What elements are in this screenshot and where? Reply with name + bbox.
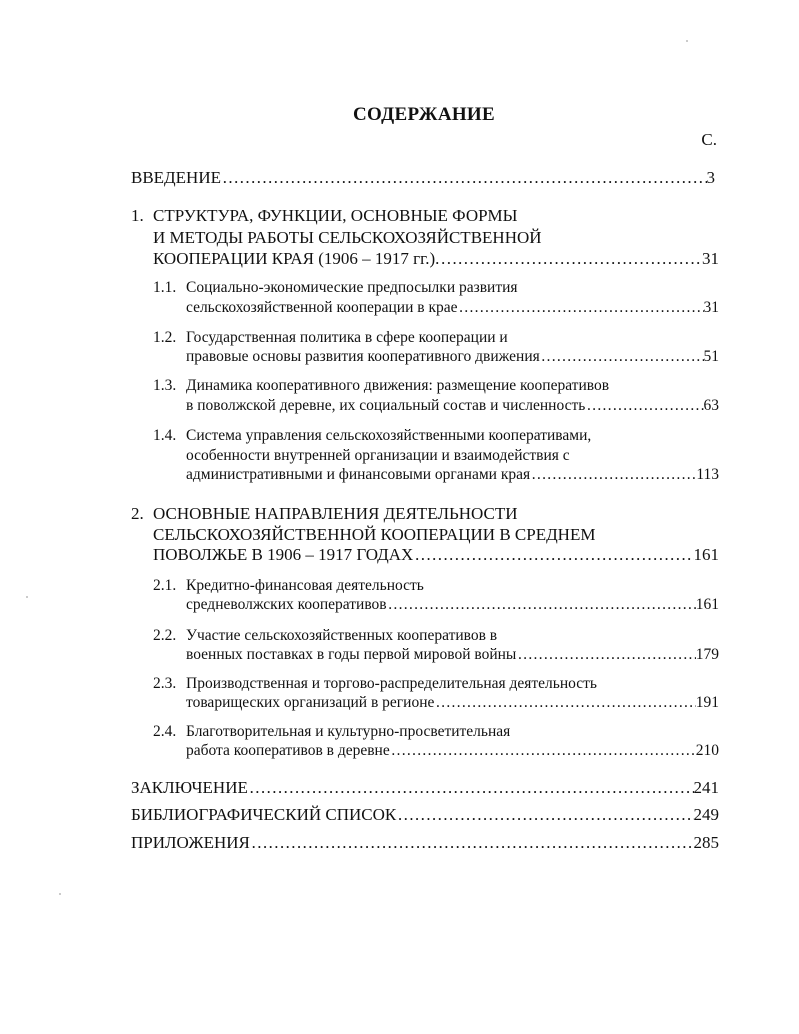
toc-page-number: 249 [693, 805, 719, 824]
toc-page-number: 191 [695, 694, 719, 711]
toc-page-number: 3 [706, 168, 715, 187]
toc-entry-number: 1.4. [153, 427, 177, 444]
toc-entry-label: сельскохозяйственной кооперации в крае [186, 299, 458, 316]
toc-entry-label: ВВЕДЕНИЕ [131, 168, 221, 187]
dot-leader [530, 466, 696, 484]
toc-entry-label: работа кооперативов в деревне [186, 742, 390, 759]
toc-page-number: 210 [695, 742, 719, 759]
toc-entry-label: ПОВОЛЖЬЕ В 1906 – 1917 ГОДАХ [153, 545, 414, 564]
toc-entry-line: И МЕТОДЫ РАБОТЫ СЕЛЬСКОХОЗЯЙСТВЕННОЙ [153, 228, 542, 247]
toc-entry-line: СЕЛЬСКОХОЗЯЙСТВЕННОЙ КООПЕРАЦИИ В СРЕДНЕМ [153, 525, 596, 544]
dot-leader [387, 596, 696, 614]
dot-leader [540, 348, 704, 366]
scan-speck [686, 40, 688, 42]
toc-entry-number: 2.3. [153, 675, 177, 692]
toc-page-number: 241 [693, 778, 719, 797]
dot-leader [221, 168, 707, 188]
scan-speck [59, 893, 61, 895]
toc-entry-label: КООПЕРАЦИИ КРАЯ (1906 – 1917 гг.). [153, 249, 440, 268]
toc-entry-line: Благотворительная и культурно-просветительная [186, 723, 511, 740]
toc-entry-label: военных поставках в годы первой мировой войны [186, 646, 517, 663]
toc-entry-line: Кредитно-финансовая деятельность [186, 577, 424, 594]
toc-entry-line: Государственная политика в сфере кооперации и [186, 329, 508, 346]
toc-entry-label: ЗАКЛЮЧЕНИЕ [131, 778, 248, 797]
toc-entry-label: административными и финансовыми органами края [186, 466, 531, 483]
toc-page-number: 285 [693, 833, 719, 852]
dot-leader [248, 778, 694, 798]
toc-page-number: 63 [703, 397, 719, 414]
toc-entry-number: 1. [131, 206, 144, 225]
toc-entry-label: средневолжских кооперативов [186, 596, 387, 613]
toc-entry-label: БИБЛИОГРАФИЧЕСКИЙ СПИСОК [131, 805, 397, 824]
toc-entry-label: правовые основы развития кооперативного движения [186, 348, 540, 365]
dot-leader [458, 299, 704, 317]
toc-entry-number: 1.2. [153, 329, 177, 346]
dot-leader [439, 249, 702, 269]
toc-entry-number: 1.3. [153, 377, 177, 394]
toc-page-number: 51 [703, 348, 719, 365]
toc-page-number: 161 [693, 545, 719, 564]
toc-entry-line: особенности внутренней организации и взаимодействия с [186, 447, 570, 464]
page-title: СОДЕРЖАНИЕ [353, 104, 495, 125]
toc-page-number: 161 [695, 596, 719, 613]
dot-leader [396, 805, 693, 825]
toc-entry-line: Система управления сельскохозяйственными кооперативами, [186, 427, 592, 444]
toc-entry-line: Производственная и торгово-распределительная деятельность [186, 675, 597, 692]
dot-leader [585, 397, 703, 415]
toc-page-number: 31 [702, 249, 719, 268]
toc-entry-number: 2. [131, 504, 144, 523]
toc-page-number: 31 [703, 299, 719, 316]
toc-entry-label: товарищеских организаций в регионе [186, 694, 435, 711]
toc-entry-label: в поволжской деревне, их социальный состав и численность [186, 397, 586, 414]
toc-entry-line: ОСНОВНЫЕ НАПРАВЛЕНИЯ ДЕЯТЕЛЬНОСТИ [153, 504, 518, 523]
scan-speck [26, 596, 28, 598]
toc-entry-number: 2.4. [153, 723, 177, 740]
toc-entry-number: 2.1. [153, 577, 177, 594]
toc-page-number: 113 [696, 466, 719, 483]
toc-entry-line: Участие сельскохозяйственных кооперативов в [186, 627, 498, 644]
dot-leader [516, 646, 695, 664]
toc-entry-line: СТРУКТУРА, ФУНКЦИИ, ОСНОВНЫЕ ФОРМЫ [153, 206, 518, 225]
dot-leader [250, 833, 694, 853]
toc-page-number: 179 [695, 646, 719, 663]
toc-entry-number: 2.2. [153, 627, 177, 644]
toc-entry-line: Динамика кооперативного движения: размещение кооперативов [186, 377, 610, 394]
dot-leader [434, 694, 695, 712]
toc-entry-line: Социально-экономические предпосылки развития [186, 279, 518, 296]
toc-entry-label: ПРИЛОЖЕНИЯ [131, 833, 250, 852]
dot-leader [413, 545, 693, 565]
toc-entry-number: 1.1. [153, 279, 177, 296]
dot-leader [390, 742, 696, 760]
page-column-label: С. [701, 130, 717, 149]
